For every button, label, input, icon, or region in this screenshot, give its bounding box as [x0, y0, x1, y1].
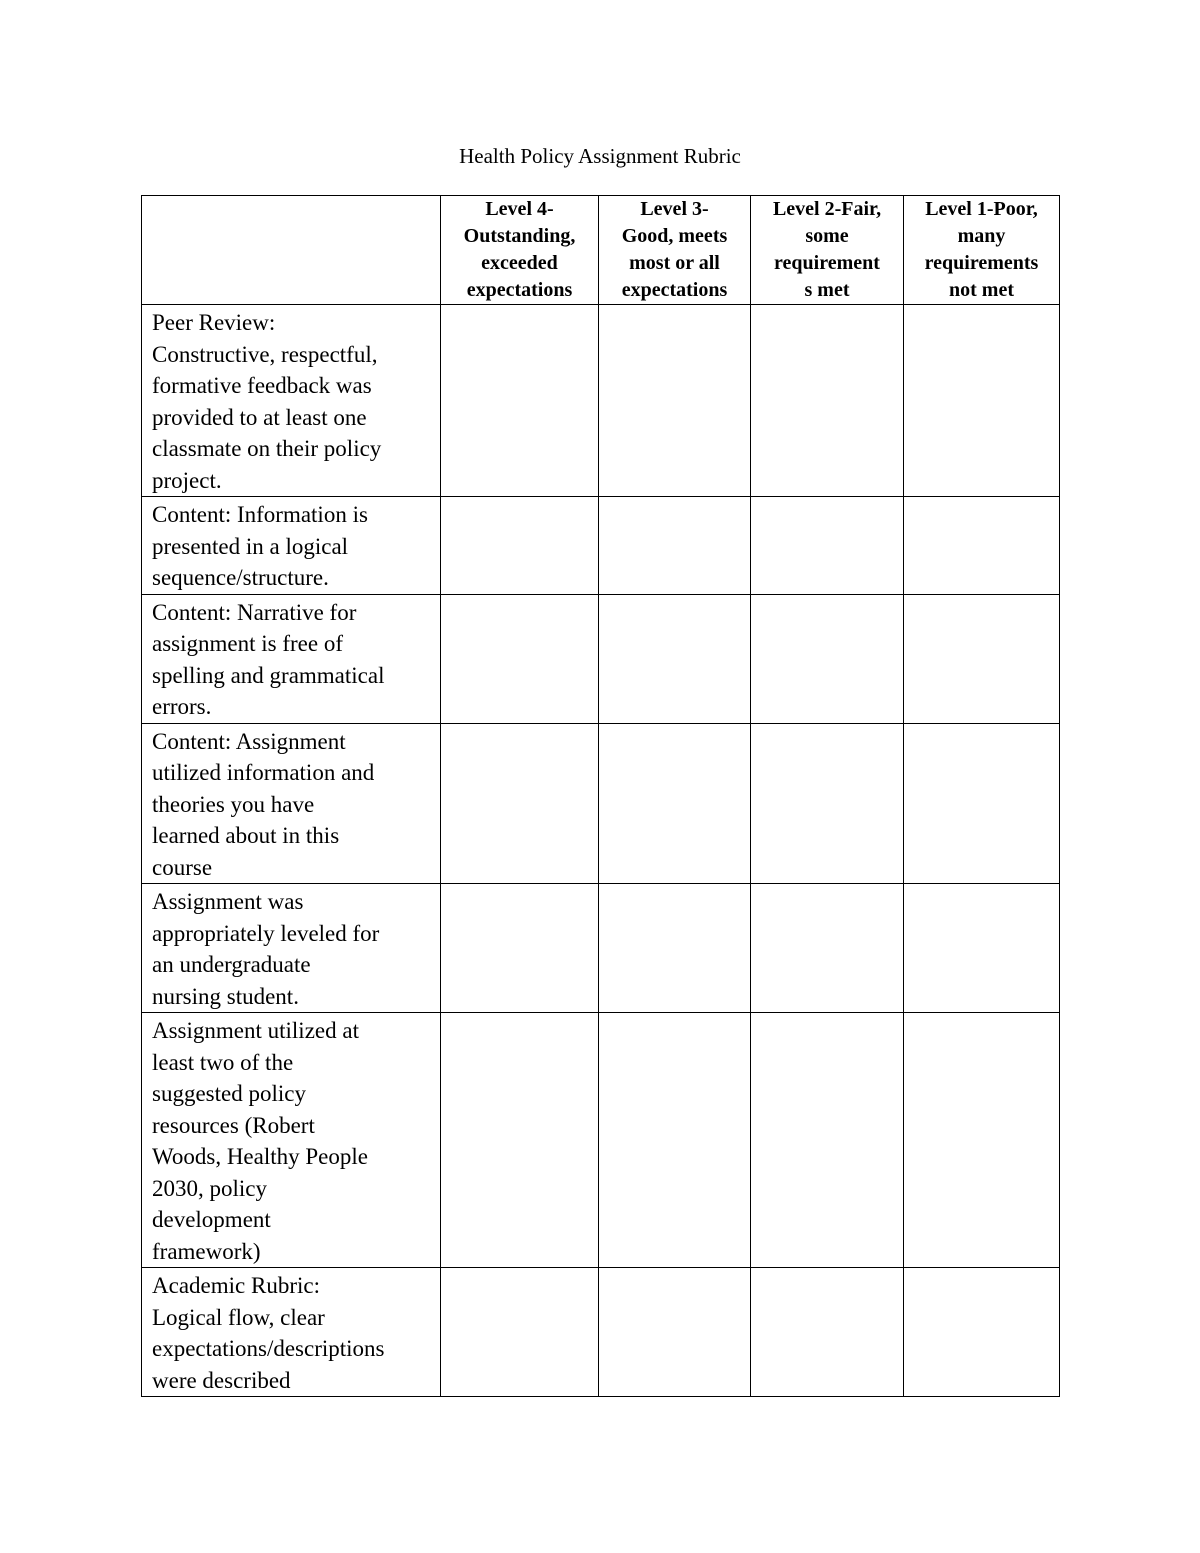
score-cell-level-4[interactable] [441, 1013, 599, 1268]
criterion-line: Assignment utilized at [152, 1018, 359, 1043]
header-level-3 [599, 196, 751, 305]
score-cell-level-1[interactable] [904, 723, 1060, 884]
criterion-line: theories you have [152, 791, 315, 817]
score-cell-level-2[interactable] [751, 723, 904, 884]
header-line: Good, meets [621, 225, 728, 247]
score-cell-level-2[interactable] [751, 1268, 904, 1397]
score-cell-level-4[interactable] [441, 884, 599, 1013]
score-cell-level-1[interactable] [904, 1268, 1060, 1397]
criterion-line: Academic Rubric: [152, 1273, 320, 1298]
score-cell-level-2[interactable] [751, 884, 904, 1013]
header-level-2 [751, 196, 904, 305]
criterion-cell [142, 723, 441, 884]
criterion-cell [142, 1013, 441, 1268]
criterion-line: suggested policy [152, 1081, 306, 1106]
score-cell-level-1[interactable] [904, 594, 1060, 723]
criterion-line: Woods, Healthy People [152, 1144, 368, 1169]
score-cell-level-1[interactable] [904, 884, 1060, 1013]
criterion-line: classmate on their policy [152, 436, 382, 461]
criterion-line: presented in a logical [152, 533, 349, 559]
criterion-cell [142, 1268, 441, 1397]
score-cell-level-3[interactable] [599, 1268, 751, 1397]
criterion-line: course [152, 854, 213, 880]
score-cell-level-4[interactable] [441, 723, 599, 884]
criterion-line: resources (Robert [152, 1112, 315, 1138]
score-cell-level-3[interactable] [599, 497, 751, 595]
rubric-row-leveling [142, 884, 1060, 1013]
criterion-line: utilized information and [152, 760, 375, 785]
header-line: s met [804, 279, 850, 301]
header-line: expectations [621, 279, 728, 301]
header-line: Level 3- [640, 198, 709, 220]
criterion-line: Peer Review: [152, 310, 276, 335]
page-title: Health Policy Assignment Rubric [459, 144, 741, 168]
score-cell-level-3[interactable] [599, 884, 751, 1013]
criterion-line: Assignment was [152, 889, 304, 914]
criterion-line: nursing student. [152, 983, 299, 1009]
rubric-row-resources [142, 1013, 1060, 1268]
criterion-cell [142, 594, 441, 723]
header-line: Outstanding, [463, 225, 576, 247]
criterion-line: Content: Assignment [152, 728, 346, 754]
score-cell-level-2[interactable] [751, 594, 904, 723]
rubric-row-peer-review [142, 305, 1060, 497]
criterion-line: errors. [152, 694, 212, 719]
score-cell-level-4[interactable] [441, 594, 599, 723]
score-cell-level-2[interactable] [751, 1013, 904, 1268]
header-line: requirements [924, 252, 1039, 274]
criterion-line: Content: Narrative for [152, 599, 357, 625]
header-level-4 [441, 196, 599, 305]
criterion-cell [142, 305, 441, 497]
header-line: Level 1-Poor, [925, 198, 1038, 220]
header-criteria-cell [142, 196, 441, 305]
criterion-line: provided to at least one [152, 404, 367, 430]
criterion-line: least two of the [152, 1049, 294, 1075]
criterion-line: Constructive, respectful, [152, 341, 378, 367]
header-row [142, 196, 1060, 305]
header-line: exceeded [481, 252, 558, 274]
criterion-line: project. [152, 467, 222, 493]
criterion-line: Logical flow, clear [152, 1304, 325, 1330]
criterion-line: appropriately leveled for [152, 920, 380, 946]
criterion-line: spelling and grammatical [152, 662, 385, 688]
header-line: some [805, 225, 849, 247]
score-cell-level-4[interactable] [441, 305, 599, 497]
score-cell-level-1[interactable] [904, 305, 1060, 497]
criterion-line: were described [152, 1367, 291, 1393]
criterion-line: Content: Information is [152, 502, 368, 527]
score-cell-level-4[interactable] [441, 497, 599, 595]
rubric-row-academic [142, 1268, 1060, 1397]
criterion-line: expectations/descriptions [152, 1336, 385, 1361]
header-line: Level 2-Fair, [772, 198, 882, 220]
criterion-line: framework) [152, 1238, 261, 1264]
criterion-line: assignment is free of [152, 631, 343, 656]
score-cell-level-3[interactable] [599, 305, 751, 497]
score-cell-level-2[interactable] [751, 497, 904, 595]
rubric-table [141, 195, 1060, 1397]
rubric-row-content-theories [142, 723, 1060, 884]
score-cell-level-1[interactable] [904, 497, 1060, 595]
score-cell-level-1[interactable] [904, 1013, 1060, 1268]
score-cell-level-4[interactable] [441, 1268, 599, 1397]
score-cell-level-2[interactable] [751, 305, 904, 497]
criterion-cell [142, 497, 441, 595]
header-line: Level 4- [485, 198, 554, 220]
criterion-line: 2030, policy [152, 1175, 267, 1201]
header-level-1 [904, 196, 1060, 305]
score-cell-level-3[interactable] [599, 1013, 751, 1268]
header-line: expectations [466, 279, 573, 301]
header-line: most or all [629, 252, 720, 274]
criterion-line: an undergraduate [152, 952, 311, 977]
criterion-line: sequence/structure. [152, 565, 329, 590]
score-cell-level-3[interactable] [599, 723, 751, 884]
criterion-line: formative feedback was [152, 373, 372, 398]
criterion-line: development [152, 1207, 271, 1232]
header-line: not met [949, 279, 1014, 301]
header-line: many [957, 225, 1006, 247]
criterion-line: learned about in this [152, 823, 340, 848]
score-cell-level-3[interactable] [599, 594, 751, 723]
criterion-cell [142, 884, 441, 1013]
header-line: requirement [774, 252, 880, 274]
rubric-row-content-structure [142, 497, 1060, 595]
rubric-row-content-narrative [142, 594, 1060, 723]
